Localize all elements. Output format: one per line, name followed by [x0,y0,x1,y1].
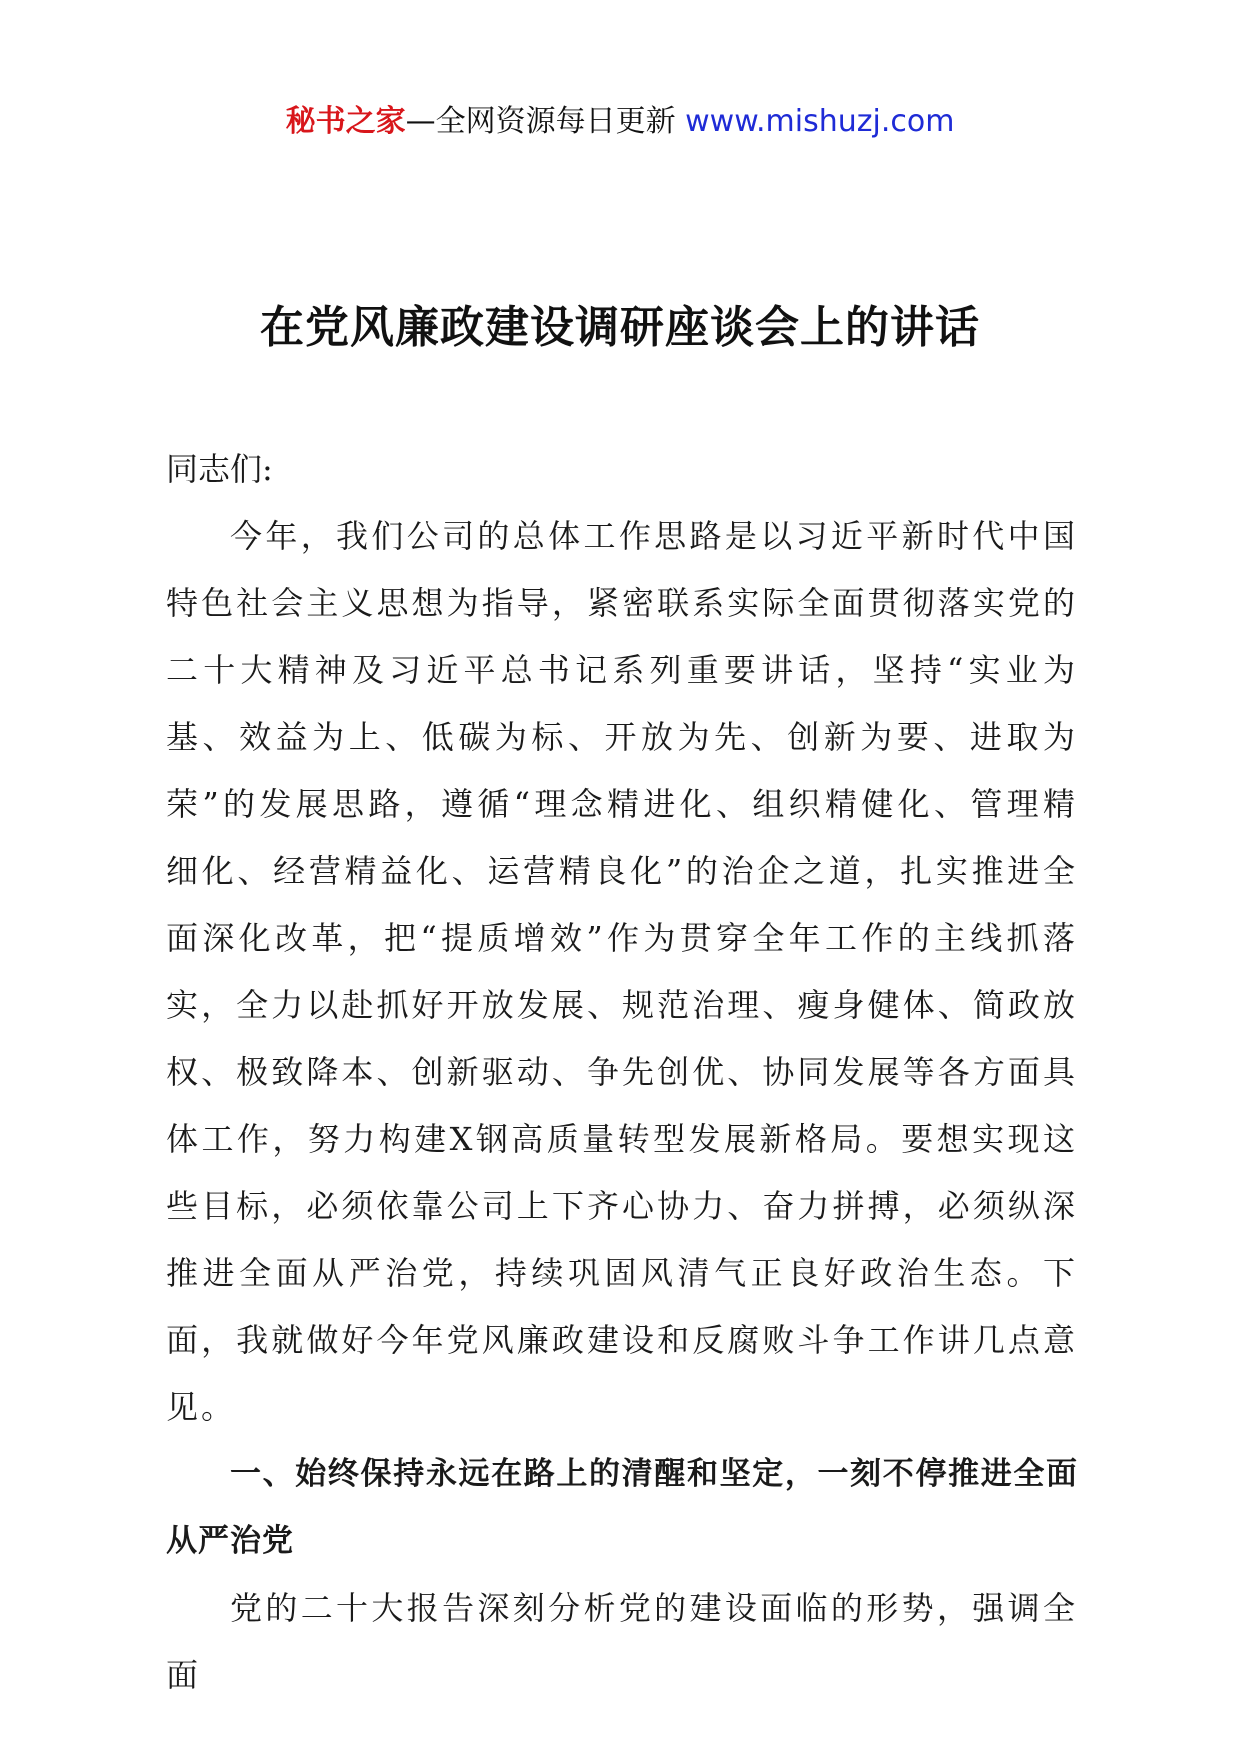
salutation: 同志们: [166,450,273,488]
document-body [166,436,1078,1709]
page-title: 在党风廉政建设调研座谈会上的讲话 [260,302,980,353]
site-header [0,100,1240,144]
header-tagline: —全网资源每日更新 [405,104,686,139]
body-paragraph: 今年，我们公司的总体工作思路是以习近平新时代中国特色社会主义思想为指导，紧密联系实际全面贯彻落实党的二十大精神及习近平总书记系列重要讲话，坚持“实业为基、效益为上、低碳为标、开放为先、创新为要、进取为荣”的发展思路，遵循“理念精进化、组织精健化、管理精细化、经营精益化、运营精良化”的治企之道，扎实推进全面深化改革，把“提质增效”作为贯穿全年工作的主线抓落实，全力以赴抓好开放发展、规范治理、瘦身健体、简政放权、极致降本、创新驱动、争先创优、协同发展等各方面具体工作，努力构建X钢高质量转型发展新格局。要想实现这些目标，必须依靠公司上下齐心协力、奋力拼搏，必须纵深推进全面从严治党，持续巩固风清气正良好政治生态。下面，我就做好今年党风廉政建设和反腐败斗争工作讲几点意见。 [166,517,1078,1426]
section-heading: 一、始终保持永远在路上的清醒和坚定，一刻不停推进全面从严治党 [166,1456,1078,1559]
site-url[interactable]: www.mishuzj.com [685,104,955,139]
section-paragraph: 党的二十大报告深刻分析党的建设面临的形势，强调全面 [166,1589,1078,1694]
brand-name: 秘书之家 [285,104,406,139]
